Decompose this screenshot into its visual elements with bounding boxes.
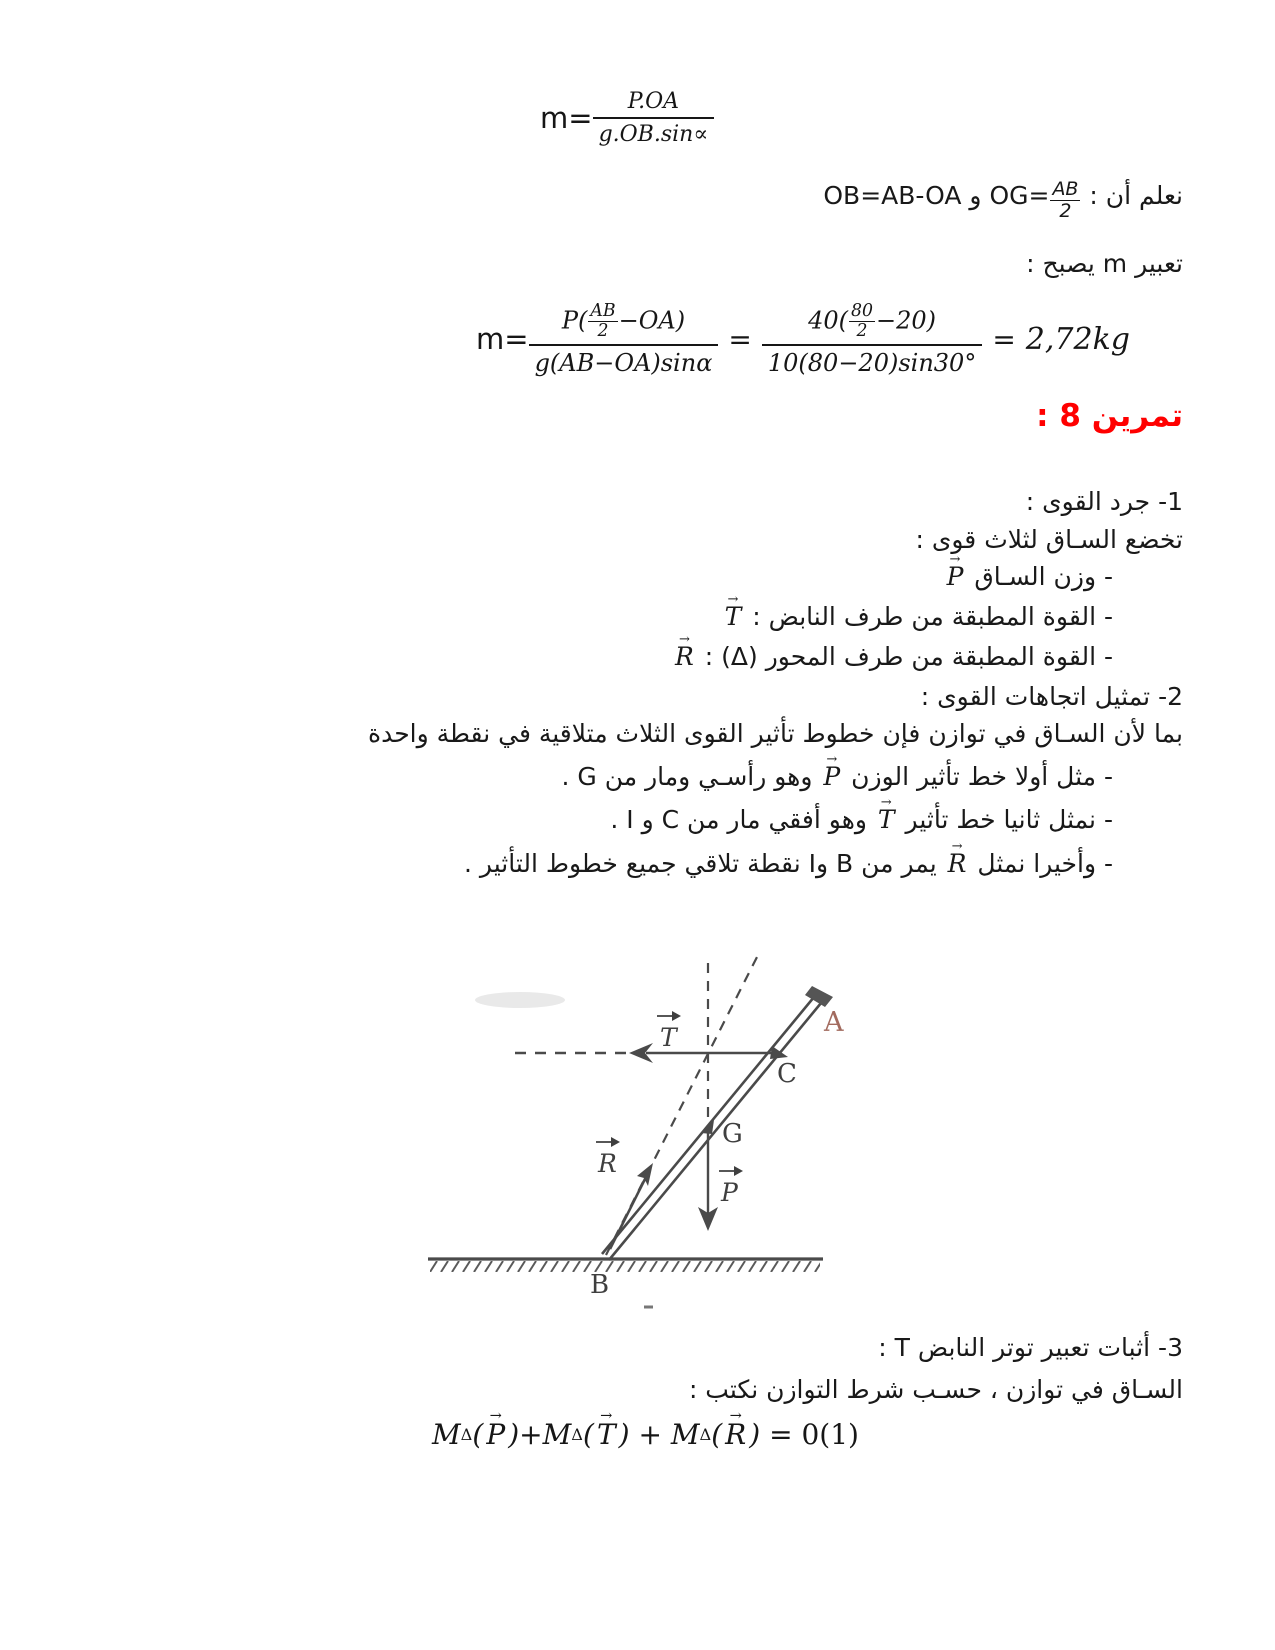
- q3-title: 3- أثبات تعبير توتر النابض T :: [878, 1333, 1183, 1362]
- list-item: - نمثل ثانيا خط تأثير T → وهو أفقي مار من C و I .: [610, 804, 1113, 837]
- ground-hatching: [430, 1261, 820, 1272]
- vector-R: R →: [675, 641, 694, 674]
- q2-title: 2- تمثيل اتجاهات القوى :: [920, 682, 1183, 711]
- nested-fraction: $\frac{AB}{2}$: [590, 301, 616, 342]
- q1-intro: تخضع السـاق لثلاث قوى :: [915, 525, 1183, 554]
- ob-relation: OB=AB-OA: [823, 181, 962, 210]
- delta-subscript: Δ: [460, 1425, 473, 1444]
- label-R-vector-arrowhead: [611, 1137, 620, 1147]
- equals-sign: =: [728, 322, 752, 356]
- q1-title: 1- جرد القوى :: [1025, 487, 1183, 516]
- vector-T: T →: [725, 601, 742, 634]
- vector-P: P →: [947, 561, 964, 594]
- equals-sign: =: [992, 322, 1016, 356]
- formula-mass-numeric: [476, 302, 1130, 377]
- vector-R: R →: [725, 1418, 746, 1451]
- fraction-symbolic: P( $\frac{AB}{2}$ −OA) g(AB−OA)sinα: [529, 302, 719, 377]
- known-intro: نعلم أن :: [1081, 181, 1183, 210]
- formula-mass-general: [540, 88, 714, 147]
- label-B: B: [590, 1270, 610, 1300]
- known-relations-line: [823, 180, 1183, 221]
- og-relation: OG= $\frac{AB}{2}$: [989, 178, 1079, 223]
- equation-rhs: = 0(1): [760, 1418, 859, 1451]
- vector-P: P →: [486, 1418, 505, 1451]
- q2-intro: بما لأن السـاق في توازن فإن خطوط تأثير القوى الثلاث متلاقية في نقطة واحدة: [368, 719, 1183, 748]
- vector-R: R →: [948, 848, 967, 881]
- rod-edge: [609, 997, 826, 1260]
- label-T-vector-arrowhead: [672, 1011, 681, 1021]
- label-C: C: [777, 1059, 797, 1089]
- formula-lhs: m=: [540, 100, 593, 135]
- list-item: - القوة المطبقة من طرف النابض : T →: [722, 601, 1113, 634]
- list-item: - وأخيرا نمثل R → يمر من B وI نقطة تلاقي جميع خطوط التأثير .: [464, 848, 1113, 881]
- force-R-arrowhead: [637, 1163, 653, 1186]
- list-item: - وزن السـاق P →: [944, 561, 1113, 594]
- scan-smudge: [475, 992, 565, 1008]
- delta-subscript: Δ: [571, 1425, 583, 1444]
- exercise-heading: تمرين 8 :: [1036, 398, 1183, 434]
- vector-T: T →: [597, 1418, 616, 1451]
- list-item: - القوة المطبقة من طرف المحور (Δ) : R →: [672, 641, 1113, 674]
- vector-T: T →: [878, 804, 895, 837]
- label-P-vector-arrowhead: [734, 1166, 743, 1176]
- fraction-numeric: 40( $\frac{80}{2}$ −20) 10(80−20)sin30°: [762, 302, 982, 377]
- nested-fraction: $\frac{80}{2}$: [851, 301, 874, 342]
- list-item: - مثل أولا خط تأثير الوزن P → وهو رأسـي ومار من G .: [561, 761, 1113, 794]
- label-P-vector: P: [721, 1178, 738, 1207]
- formula-lhs: m=: [476, 322, 529, 357]
- plus-sign: +: [519, 1418, 543, 1451]
- vector-P: P →: [823, 761, 840, 794]
- conjunction: و: [961, 181, 990, 210]
- equilibrium-diagram: [408, 920, 860, 1320]
- plus-sign: +: [629, 1418, 671, 1451]
- fraction: $\frac{P.OA}{g.OB.\sin\propto}$: [593, 88, 715, 147]
- label-R-vector: R: [598, 1149, 617, 1178]
- point-G-tick: [701, 1120, 714, 1134]
- formula-moments: M Δ ( P → ) + M Δ ( T → ) + M Δ ( R → ) = 0(1): [432, 1418, 859, 1451]
- expression-becomes-line: تعبير m يصبح :: [1026, 249, 1183, 278]
- delta-subscript: Δ: [699, 1425, 712, 1444]
- label-G: G: [722, 1119, 743, 1149]
- result-value: 2,72kg: [1025, 321, 1130, 357]
- og-fraction: $\frac{AB}{2}$: [1052, 178, 1079, 223]
- label-A: A: [824, 1007, 844, 1038]
- q3-intro: السـاق في توازن ، حسـب شرط التوازن نكتب :: [688, 1375, 1183, 1404]
- label-T-vector: T: [660, 1023, 677, 1052]
